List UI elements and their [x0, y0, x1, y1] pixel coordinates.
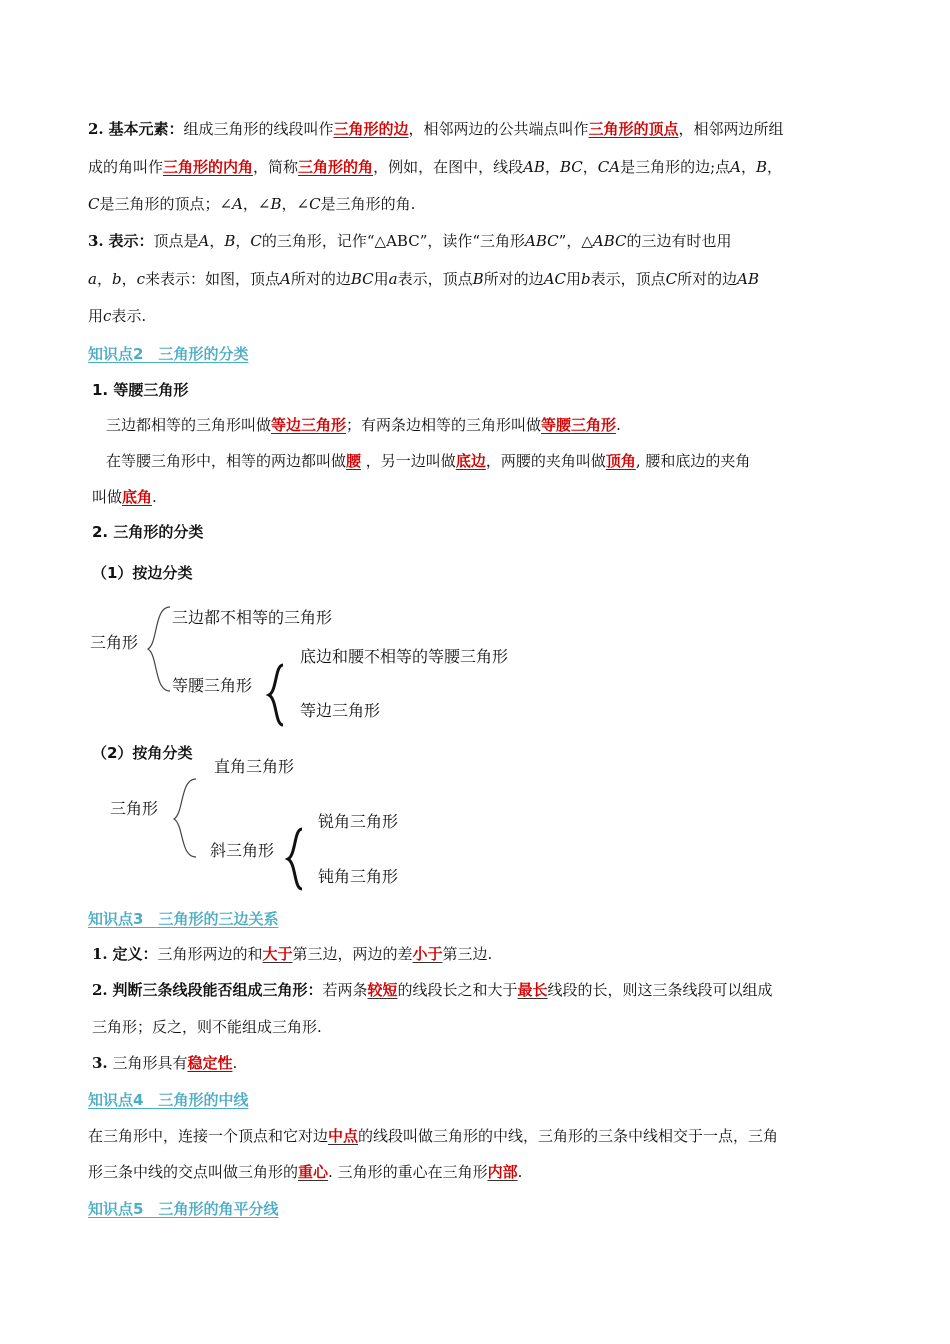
text: 第三边.: [442, 945, 493, 963]
curly-brace-shape: [285, 828, 307, 890]
math-var: B: [472, 270, 484, 288]
text: ，: [209, 232, 225, 250]
key-term: 三角形的边: [333, 120, 409, 138]
curly-brace-shape: [266, 664, 288, 726]
text: .: [232, 1054, 238, 1072]
item-number: 3.: [92, 1054, 108, 1072]
tree-branch: 斜三角形: [210, 841, 275, 860]
text: 用: [88, 307, 104, 325]
text: 的三边有时也用: [626, 232, 732, 250]
math-var: A: [280, 270, 291, 288]
text: 顶点是: [153, 232, 199, 250]
text: ，: [544, 158, 560, 176]
key-term: 较短: [367, 981, 398, 999]
tree-root: 三角形: [90, 633, 139, 652]
math-var: c: [136, 270, 145, 288]
text: 所对的边: [677, 270, 738, 288]
key-term: 大于: [262, 945, 293, 963]
math-var: A: [198, 232, 210, 250]
text: 来表示：如图，顶点: [145, 270, 281, 288]
item-number: 1.: [92, 945, 108, 963]
math-var: b: [111, 270, 122, 288]
math-var: b: [581, 270, 591, 288]
key-term: 三角形的顶点: [588, 120, 679, 138]
text: 在三角形中，连接一个顶点和它对边: [88, 1127, 329, 1145]
basic-elements-line-3: [88, 194, 415, 214]
subheading-by-sides: （1）按边分类: [92, 564, 193, 582]
math-var: B: [224, 232, 236, 250]
text: 若两条: [322, 981, 368, 999]
text: 组成三角形的线段叫作: [183, 120, 334, 138]
text: 用: [566, 270, 582, 288]
median-para-line-2: [88, 1162, 522, 1182]
text: 三角形两边的和: [157, 945, 263, 963]
math-var: AB: [737, 270, 759, 288]
tree-leaf: 钝角三角形: [318, 867, 399, 886]
text: 表示.: [111, 307, 147, 325]
section-heading-kp3: 知识点3 三角形的三边关系: [88, 910, 279, 928]
text: ，相邻两边所组: [678, 120, 784, 138]
isosceles-para-1: [106, 415, 621, 435]
item-label: 表示：: [108, 232, 154, 250]
text: 成的角叫作: [88, 158, 164, 176]
section-heading-kp2: 知识点2 三角形的分类: [88, 345, 249, 363]
text: ，简称: [253, 158, 299, 176]
text: , 腰和底边的夹角: [635, 452, 751, 470]
text: 三角形具有: [112, 1054, 188, 1072]
math-var: ∠C: [296, 195, 321, 213]
tree-leaf: 底边和腰不相等的等腰三角形: [300, 647, 509, 666]
text: . 三角形的重心在三角形: [328, 1163, 488, 1181]
text: 三边都相等的三角形叫做: [106, 416, 272, 434]
notation-line-1: [88, 231, 732, 251]
tree-leaf: 等边三角形: [300, 701, 381, 720]
math-var: B: [755, 158, 768, 176]
basic-elements-line-1: [88, 119, 784, 139]
text: 是三角形的顶点；: [99, 195, 220, 213]
subheading-isosceles: 1. 等腰三角形: [92, 381, 189, 399]
math-var: BC: [559, 158, 583, 176]
text: 在等腰三角形中，相等的两边都叫做: [106, 452, 347, 470]
item-label: 定义：: [112, 945, 158, 963]
key-term: 三角形的内角: [163, 158, 254, 176]
stability-line: [92, 1053, 237, 1073]
text: ，另一边叫做: [361, 452, 456, 470]
text: ，: [121, 270, 137, 288]
text: 所对的边: [483, 270, 544, 288]
text: ；有两条边相等的三角形叫做: [346, 416, 542, 434]
math-var: AB: [523, 158, 545, 176]
tree-leaf: 锐角三角形: [318, 812, 399, 831]
key-term: 三角形的角: [298, 158, 374, 176]
text: 线段的长，则这三条线段可以组成: [547, 981, 773, 999]
key-term: 重心: [298, 1163, 329, 1181]
text: 叫做: [92, 488, 123, 506]
text: 第三边，两边的差: [292, 945, 413, 963]
basic-elements-line-2: [88, 157, 782, 177]
median-para-line-1: [88, 1126, 778, 1146]
text: ”，△: [558, 232, 593, 250]
text: .: [616, 416, 621, 434]
math-var: C: [250, 232, 262, 250]
subheading-by-angles: （2）按角分类: [92, 744, 193, 762]
text: .: [152, 488, 157, 506]
math-var: BC: [350, 270, 374, 288]
item-number: 2.: [88, 120, 104, 138]
text: ，相邻两边的公共端点叫作: [408, 120, 589, 138]
key-term: 稳定性: [187, 1054, 233, 1072]
item-number: 3.: [88, 232, 104, 250]
text: ，: [96, 270, 112, 288]
text: 的线段长之和大于: [397, 981, 518, 999]
math-var: A: [730, 158, 741, 176]
triangle-test-line-1: [92, 980, 773, 1000]
key-term: 底边: [455, 452, 486, 470]
text: 是三角形的角.: [320, 195, 416, 213]
item-label: 基本元素：: [108, 120, 184, 138]
subheading-classification: 2. 三角形的分类: [92, 523, 204, 541]
key-term: 最长: [517, 981, 548, 999]
math-var: CA: [597, 158, 621, 176]
section-heading-kp4: 知识点4 三角形的中线: [88, 1091, 249, 1109]
text: ，: [281, 195, 297, 213]
key-term: 内部: [487, 1163, 518, 1181]
key-term: 中点: [328, 1127, 359, 1145]
text: 是三角形的边;点: [620, 158, 731, 176]
text: ，: [242, 195, 258, 213]
text: 表示，顶点: [397, 270, 473, 288]
notation-line-2: [88, 269, 759, 289]
text: ，: [582, 158, 598, 176]
text: ，: [740, 158, 756, 176]
text: ，两腰的夹角叫做: [485, 452, 606, 470]
text: .: [517, 1163, 523, 1181]
key-term: 顶角: [605, 452, 636, 470]
text: ，: [235, 232, 251, 250]
tree-branch: 等腰三角形: [172, 676, 253, 695]
brace-shape: [172, 777, 202, 861]
math-var: a: [388, 270, 398, 288]
math-var: C: [88, 195, 100, 213]
math-var: AC: [543, 270, 566, 288]
section-heading-kp5: 知识点5 三角形的角平分线: [88, 1200, 279, 1218]
tree-root: 三角形: [110, 799, 159, 818]
math-var: ABC: [592, 232, 627, 250]
key-term: 等边三角形: [271, 416, 347, 434]
key-term: 等腰三角形: [541, 416, 617, 434]
triangle-test-line-2: 三角形；反之，则不能组成三角形.: [92, 1018, 322, 1036]
text: 的三角形，记作“△ABC”，读作“三角形: [261, 232, 526, 250]
text: 表示，顶点: [590, 270, 666, 288]
key-term: 小于: [412, 945, 443, 963]
notation-line-3: [88, 306, 146, 326]
key-term: 底角: [122, 488, 153, 506]
math-var: a: [88, 270, 97, 288]
isosceles-para-2: [106, 451, 750, 471]
key-term: 腰: [346, 452, 362, 470]
math-var: ∠A: [219, 195, 243, 213]
triangle-inequality-definition: [92, 944, 492, 964]
isosceles-para-3: [92, 487, 157, 507]
math-var: ∠B: [257, 195, 282, 213]
math-var: ABC: [525, 232, 559, 250]
tree-branch: 三边都不相等的三角形: [172, 608, 333, 627]
text: 用: [373, 270, 389, 288]
text: ，例如，在图中，线段: [373, 158, 524, 176]
text: 的线段叫做三角形的中线，三角形的三条中线相交于一点，三角: [358, 1127, 779, 1145]
item-number: 2.: [92, 981, 108, 999]
tree-branch: 直角三角形: [214, 757, 295, 776]
math-var: c: [103, 307, 112, 325]
math-var: C: [665, 270, 678, 288]
text: ，: [767, 158, 783, 176]
text: 所对的边: [290, 270, 351, 288]
item-label: 判断三条线段能否组成三角形：: [112, 981, 323, 999]
text: 形三条中线的交点叫做三角形的: [88, 1163, 299, 1181]
